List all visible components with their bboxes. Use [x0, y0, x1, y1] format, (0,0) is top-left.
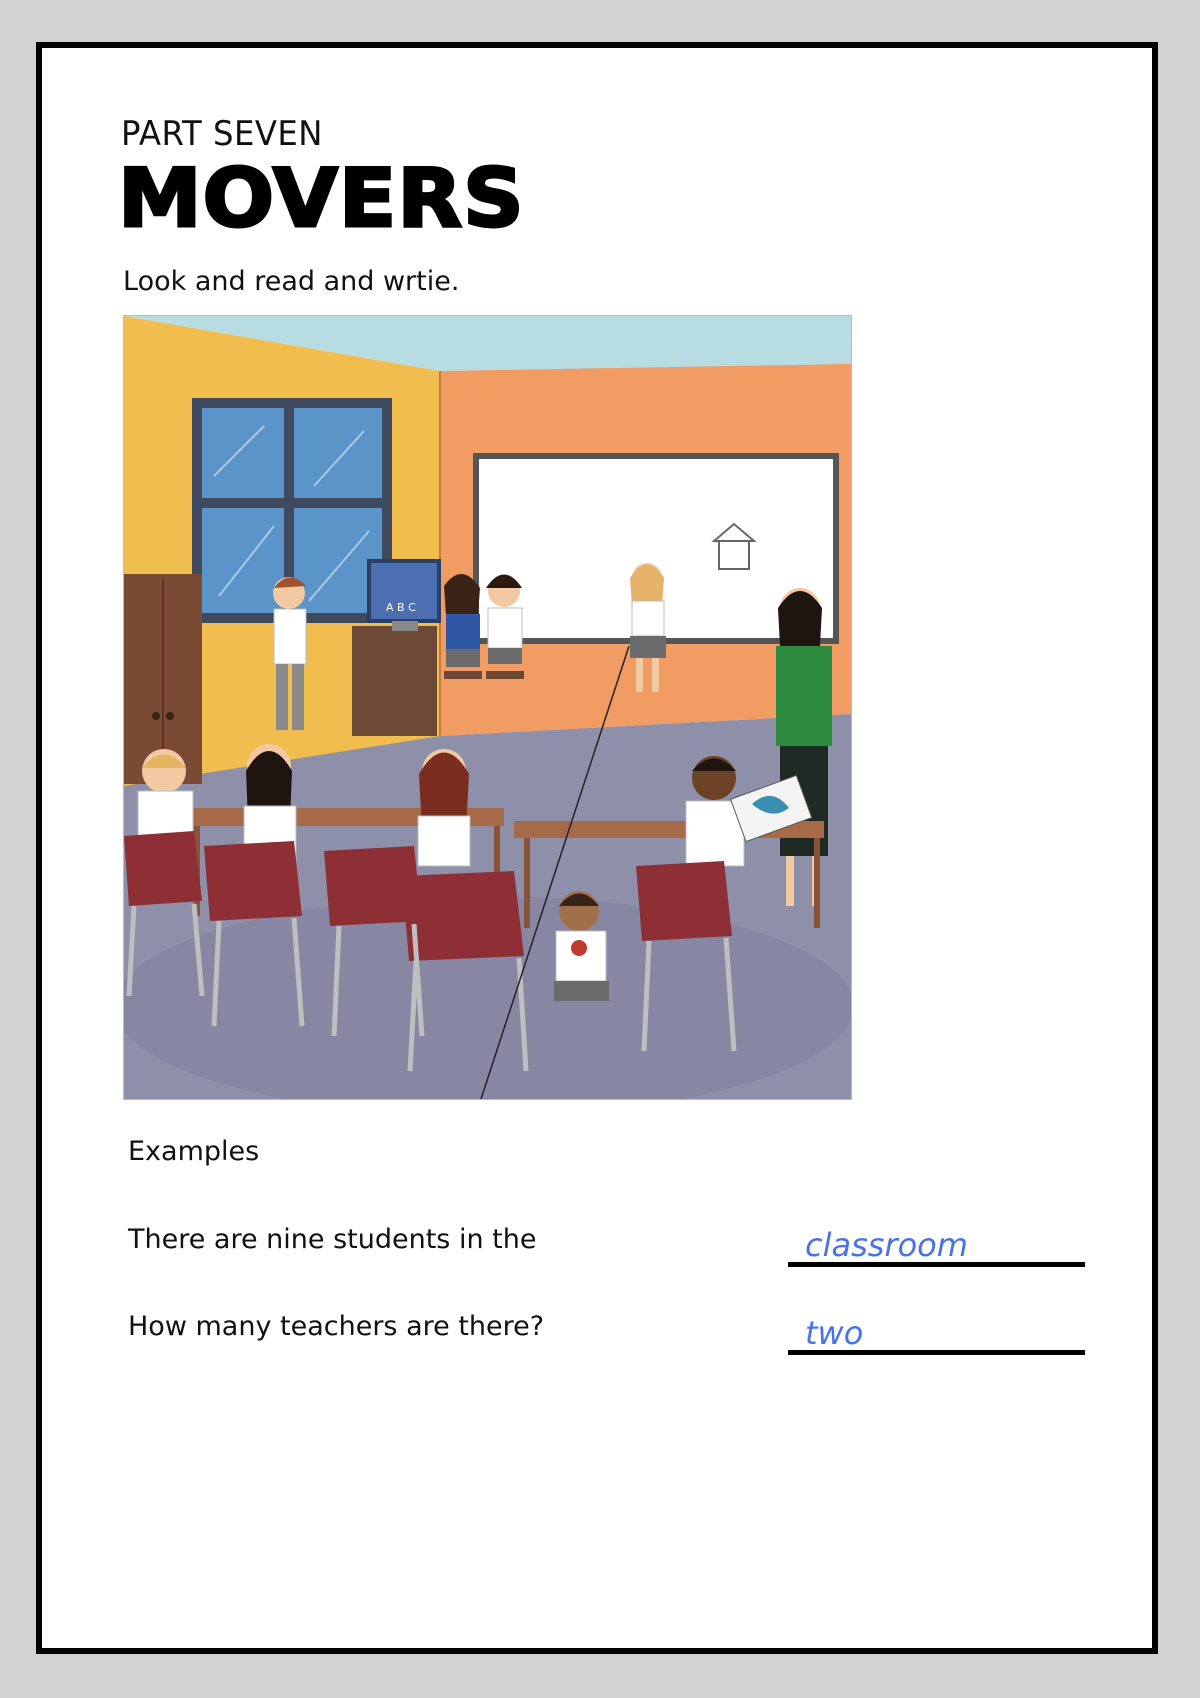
worksheet-page: [36, 42, 1158, 1654]
examples-label: Examples: [128, 1136, 260, 1167]
example-answer-2: two: [805, 1314, 864, 1352]
part-heading: PART SEVEN: [121, 114, 323, 154]
answer-line-1: [788, 1218, 1085, 1267]
example-answer-1: classroom: [805, 1226, 968, 1264]
screen-letters: A B C: [386, 601, 416, 614]
classroom-illustration: [123, 315, 852, 1100]
example-question-2: How many teachers are there?: [128, 1311, 545, 1342]
instruction-text: Look and read and wrtie.: [123, 266, 460, 297]
example-question-1: There are nine students in the: [128, 1224, 537, 1255]
answer-line-2: [788, 1306, 1085, 1355]
page-title: MOVERS: [118, 152, 525, 245]
